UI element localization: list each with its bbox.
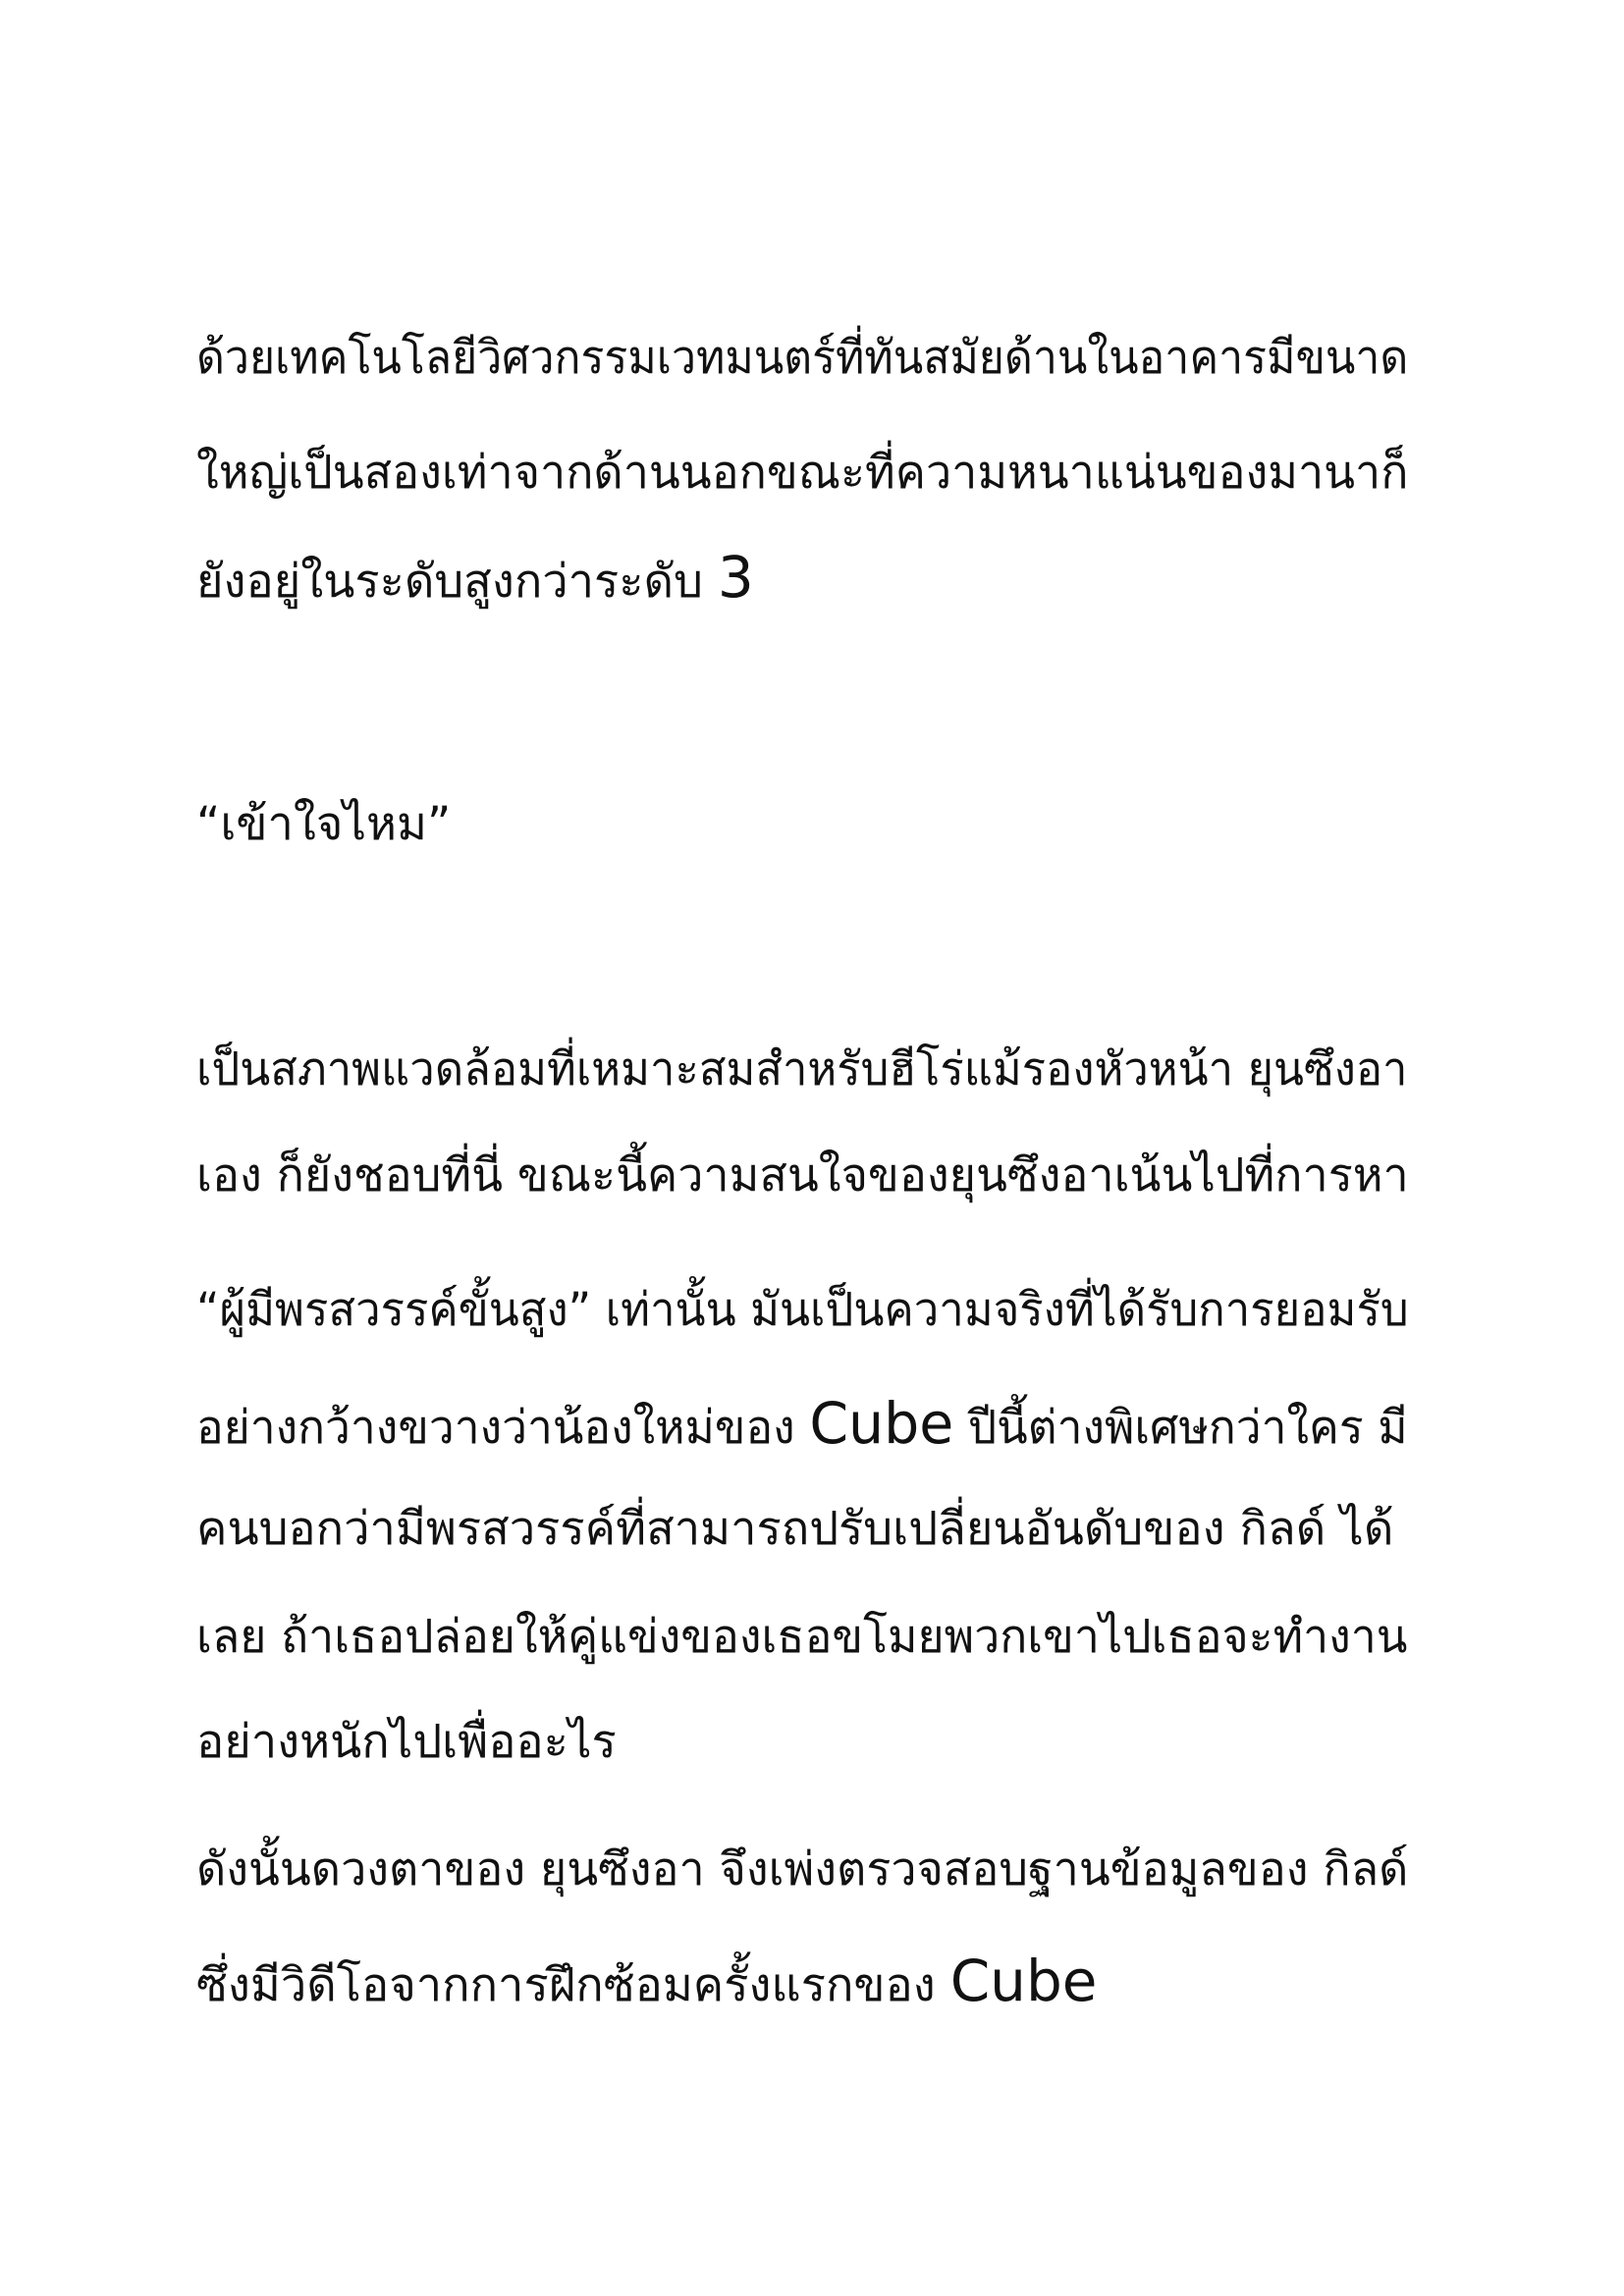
text-line: คนบอกว่ามีพรสวรรค์ที่สามารถปรับเปลี่ยนอันดับของ กิลด์ ได้ [196, 1502, 1394, 1556]
text-line: เอง ก็ยังชอบที่นี่ ขณะนี้ความสนใจของยุนซึงอาเน้นไปที่การหา [196, 1148, 1409, 1202]
text-line: ยังอยู่ในระดับสูงกว่าระดับ 3 [196, 544, 754, 611]
latin-word: Cube [949, 1948, 1098, 2014]
text-line: “ผู้มีพรสวรรค์ขั้นสูง” เท่านั้น มันเป็นความจริงที่ได้รับการยอมรับ [196, 1283, 1409, 1337]
text-line: ซึ่งมีวิดีโอจากการฝึกซ้อมครั้งแรกของ Cube [196, 1948, 1098, 2014]
text-line: ด้วยเทคโนโลยีวิศวกรรมเวทมนตร์ที่ทันสมัยด้านในอาคารมีขนาด [196, 331, 1409, 385]
text-line: อย่างหนักไปเพื่ออะไร [196, 1715, 617, 1769]
text-line: ใหญ่เป็นสองเท่าจากด้านนอกขณะที่ความหนาแน่นของมานาก็ [196, 446, 1409, 500]
text-line: ดังนั้นดวงตาของ ยุนซึงอา จึงเพ่งตรวจสอบฐานข้อมูลของ กิลด์ [196, 1842, 1409, 1896]
text-line: เป็นสภาพแวดล้อมที่เหมาะสมสำหรับฮีโร่แม้รองหัวหน้า ยุนซึงอา [196, 1042, 1408, 1096]
latin-word: Cube [809, 1390, 954, 1457]
text-line: เลย ถ้าเธอปล่อยให้คู่แข่งของเธอขโมยพวกเขาไปเธอจะทำงาน [196, 1610, 1408, 1664]
text-line: “เข้าใจไหม” [196, 797, 452, 851]
text-line: อย่างกว้างขวางว่าน้องใหม่ของ Cube ปีนี้ต่างพิเศษกว่าใคร มี [196, 1390, 1408, 1457]
latin-word: 3 [717, 544, 754, 611]
